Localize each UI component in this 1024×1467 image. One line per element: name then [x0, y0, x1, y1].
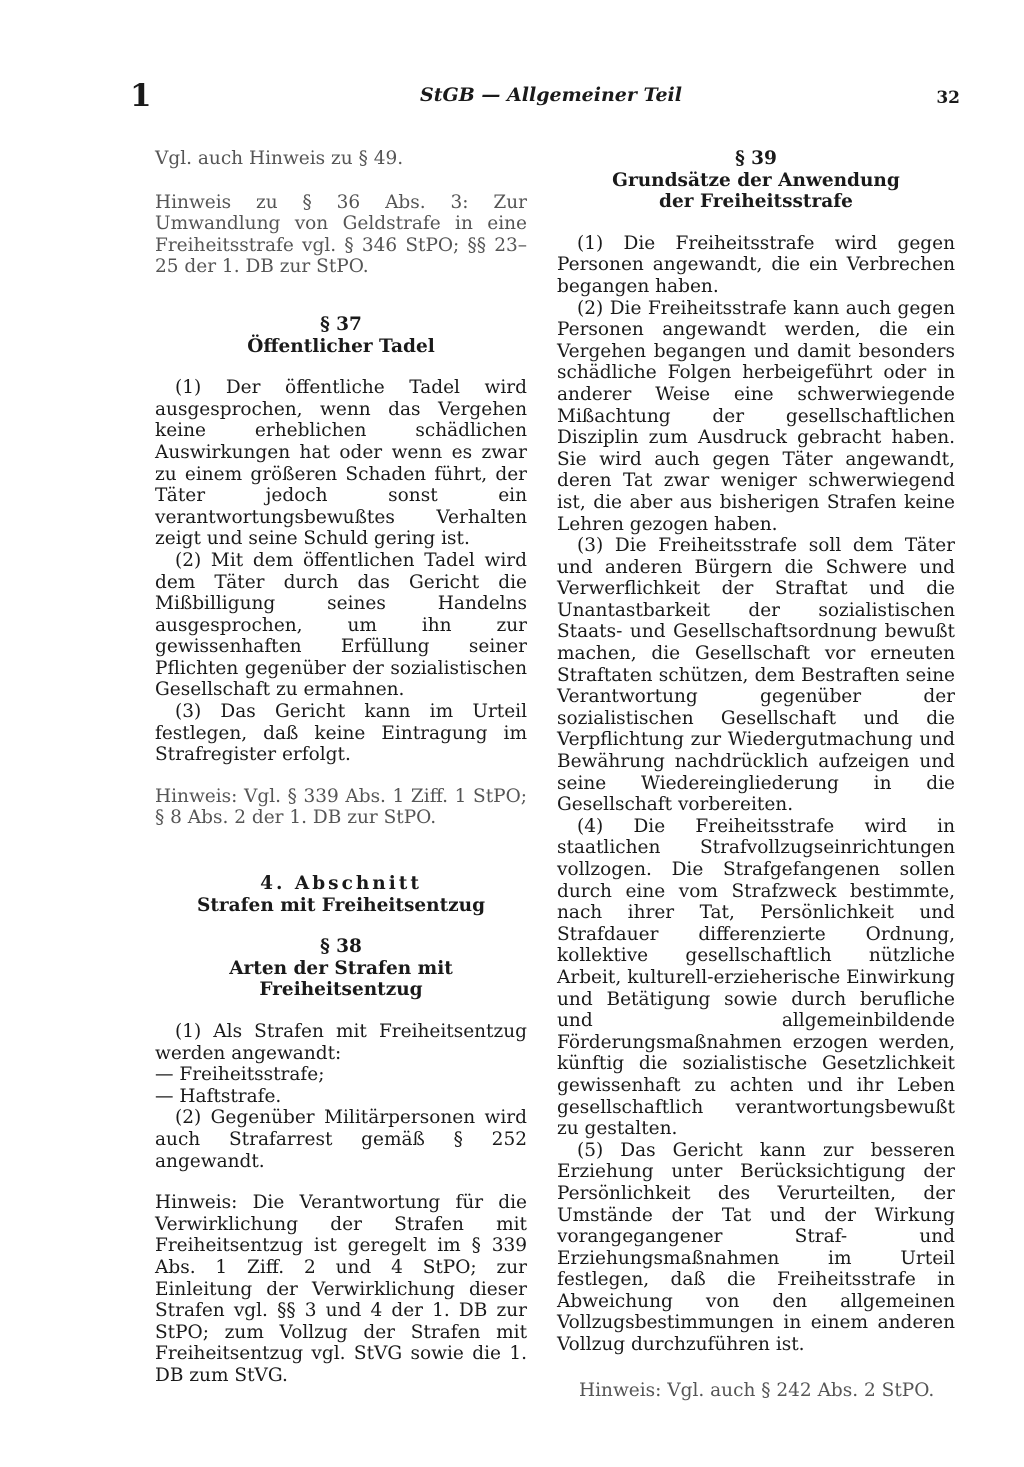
- section-38-title: Arten der Strafen mit Freiheitsentzug: [229, 957, 453, 1001]
- section-39-note: Hinweis: Vgl. auch § 242 Abs. 2 StPO.: [579, 1379, 935, 1401]
- section-37-para-2: (2) Mit dem öffentlichen Tadel wird dem Täter durch das Gericht die Mißbilligung seines Handelns ausgesprochen, um ihn zur gewissenhaften Erfüllung seiner Pflichten gegenüber der sozialistischen Gesellschaft zu ermahnen.: [155, 549, 527, 701]
- section-39-para-3: (3) Die Freiheitsstrafe soll dem Täter und anderen Bürgern die Schwere und Verwerflichkeit der Straftat und die Unantastbarkeit der sozialistischen Staats- und Gesellschaftsordnung bewußt machen, die Gesellschaft vor erneuten Straftaten schützen, dem Bestraften seine Verantwortung gegenüber der sozialistischen Gesellschaft und die Verpflichtung zur Wiedergutmachung und Bewährung nachdrücklich aufzeigen und seine Wiedereingliederung in die Gesellschaft vorbereiten.: [557, 535, 955, 816]
- section-38-note: Hinweis: Die Verantwortung für die Verwirklichung der Strafen mit Freiheitsentzug ist geregelt im § 339 Abs. 1 Ziff. 2 und 4 StPO; zur Einleitung der Verwirklichung dieser Strafen vgl. §§ 3 und 4 der 1. DB zur StPO; zum Vollzug der Strafen mit Freiheitsentzug vgl. StVG sowie die 1. DB zum StVG.: [155, 1192, 527, 1386]
- running-header: [130, 78, 960, 118]
- section-38-item-2: — Haftstrafe.: [155, 1085, 282, 1107]
- page-number: 32: [936, 88, 960, 108]
- section-37-note: Hinweis: Vgl. § 339 Abs. 1 Ziff. 1 StPO; § 8 Abs. 2 der 1. DB zur StPO.: [155, 785, 527, 829]
- section-38-para-1: (1) Als Strafen mit Freiheitsentzug werden angewandt:: [155, 1021, 527, 1064]
- section-39-number: § 39: [735, 148, 777, 169]
- note-section-36: Hinweis zu § 36 Abs. 3: Zur Umwandlung von Geldstrafe in eine Freiheitsstrafe vgl. § 346 StPO; §§ 23–25 der 1. DB zur StPO.: [155, 191, 527, 278]
- part-4-title: Strafen mit Freiheitsentzug: [196, 894, 486, 916]
- note-see-also: Vgl. auch Hinweis zu § 49.: [155, 148, 404, 169]
- part-4-heading: 4. Abschnitt: [260, 873, 422, 895]
- section-38-para-2: (2) Gegenüber Militärpersonen wird auch Strafarrest gemäß § 252 angewandt.: [155, 1107, 527, 1172]
- section-39-para-1: (1) Die Freiheitsstrafe wird gegen Personen angewandt, die ein Verbrechen begangen haben.: [557, 232, 955, 297]
- section-37-para-3: (3) Das Gericht kann im Urteil festlegen, daß keine Eintragung im Strafregister erfolgt.: [155, 701, 527, 766]
- chapter-number: 1: [130, 78, 152, 114]
- right-column: [557, 148, 955, 1401]
- section-38-number: § 38: [320, 936, 362, 958]
- section-39-para-4: (4) Die Freiheitsstrafe wird in staatlichen Strafvollzugseinrichtungen vollzogen. Die Strafgefangenen sollen durch eine vom Strafzweck bestimmte, nach ihrer Tat, Persönlichkeit und Strafdauer differenzierte Ordnung, kollektive gesellschaftlich nützliche Arbeit, kulturell-erzieherische Einwirkung und Betätigung sowie durch berufliche und allgemeinbildende Förderungsmaßnahmen erzogen werden, künftig die sozialistische Gesetzlichkeit gewissenhaft zu achten und ihr Leben gesellschaftlich verantwortungsbewußt zu gestalten.: [557, 815, 955, 1140]
- left-column: [155, 148, 527, 1387]
- section-39-title-line-1: Grundsätze der Anwendung: [612, 169, 900, 191]
- section-38-item-1: — Freiheitsstrafe;: [155, 1064, 325, 1086]
- section-37-number: § 37: [320, 313, 362, 335]
- section-39-para-2: (2) Die Freiheitsstrafe kann auch gegen Personen angewandt werden, die ein Vergehen begangen und damit besonders schädliche Folgen herbeigeführt oder in anderer Weise eine schwerwiegende Mißachtung der gesellschaftlichen Disziplin zum Ausdruck gebracht haben. Sie wird auch gegen Täter angewandt, deren Tat zwar weniger schwerwiegend ist, die aber aus bisherigen Strafen keine Lehren gezogen haben.: [557, 297, 955, 535]
- section-39-title-line-2: der Freiheitsstrafe: [659, 191, 853, 213]
- section-39-para-5: (5) Das Gericht kann zur besseren Erziehung unter Berücksichtigung der Persönlichkeit des Verurteilten, der Umstände der Tat und der Wirkung vorangegangener Straf- und Erziehungsmaßnahmen im Urteil festlegen, daß die Freiheitsstrafe in Abweichung von den allgemeinen Vollzugsbestimmungen in einem anderen Vollzug durchzuführen ist.: [557, 1139, 955, 1356]
- section-37-para-1: (1) Der öffentliche Tadel wird ausgesprochen, wenn das Vergehen keine erheblichen schädlichen Auswirkungen hat oder wenn es zwar zu einem größeren Schaden führt, der Täter jedoch sonst ein verantwortungsbewußtes Verhalten zeigt und seine Schuld gering ist.: [155, 377, 527, 550]
- section-37-title: Öffentlicher Tadel: [247, 335, 435, 357]
- running-title: StGB — Allgemeiner Teil: [420, 84, 682, 106]
